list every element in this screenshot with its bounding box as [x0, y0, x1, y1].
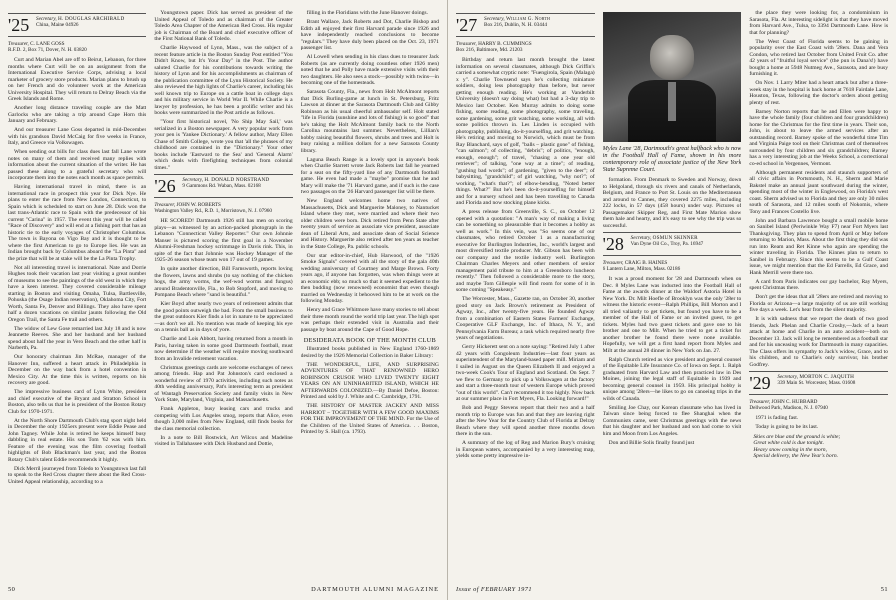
- left-col2-body-after: [154, 218, 292, 448]
- secretary-label: Secretary,: [630, 235, 652, 241]
- article-paragraph: Frank Appleton, busy leasing cars and trucks and competing with Los Angeles smog, reports that Alice, even though 3,000 miles from New England, still finds books for the class memorial collection.: [154, 406, 293, 432]
- article-paragraph: Brant Wallace, Jack Roberts and Dot, Charlie Bishop and Edith all enjoyed their first Harvard parade since 1926 and have independently reached conclusions to become "regulars." They have duly been placed on the Oct. 23, 1971 passenger list.: [300, 19, 439, 51]
- class-header-1926: [154, 174, 292, 198]
- article-paragraph: 1971 is fading fast.: [755, 415, 799, 421]
- article-paragraph: Having international travel in mind, there is an international race in prospect this year for Dick Nye. He plans to enter the race from New London, Connecticut, to Spain which is scheduled to start on June 28. Dick won the last trans-Atlantic race to Spain with the predecessor of his current "Carina" in 1957. The event this year will be called "Race of Discovery" and will end at a fishing port that has an historic tie to the early voyages of Christopher Columbus. The town is Bayona on Vigo Bay and it is thought to be where the first American to go to Europe lies. He was an Indian brought back by Columbus aboard the "La Pinta" and the prize that will be at stake will be the La Pinta Trophy.: [8, 184, 147, 262]
- treasurer-name: C. LANE GOSS: [30, 41, 65, 47]
- left-col3-body: [301, 10, 439, 333]
- article-paragraph: Gerry Hickerett sent on a note saying: "Retired July 1 after 42 years with Congoleum Industries—last four years as superintendent of the Maryland-based paper mill. Miriam and I sailed in August on the Queen Elizabeth II and enjoyed a two-week Cook's Tour of England and Scotland. On Sept. 7 we flew to Germany to pick up a Volkswagen at the factory and start a three-month tour of western Europe which proved "out of this world". Can't recommend it too highly. Now back at our summer place in Fort Myers, Fla. Looking forward!": [456, 344, 595, 402]
- article-paragraph: the place they were looking for, a condominium in Sarasota, Fla. At interesting sidelight is that they have moved from Harvard Ave., Tulsa, to 3394 Dartmouth Lane. How is that for planning?: [749, 10, 889, 36]
- class-header-1928: [603, 232, 742, 256]
- article-paragraph: Charlie Haywood of Lynn, Mass., was the subject of a recent feature article in the Boston Sunday Post entitled "You Didn't Know, but It's Your Day" in the Post. The author saluted Charlie for his contributions towards writing the history of Lynn and for his accomplishments as chairman of the publication committee of the Lynn Historical Society. He also reviewed the high lights of Charlie's career, including his well known trip to Europe on a cattle boat in college days and his military service in World War II. While Charlie is a lawyer by profession, he has been a prolific writer and his books were summarized in the Post article as follows.: [154, 45, 293, 116]
- left-col3-memorial-body: [301, 346, 439, 436]
- right-col3-body: [749, 10, 888, 368]
- secretary-label: Secretary,: [777, 374, 799, 380]
- right-column-2: [603, 10, 742, 576]
- article-paragraph: A summary of the log of Reg and Marion Bury's cruising in European waters, accompanied by a very interesting map, yields some pretty impressive in-: [456, 440, 595, 459]
- article-paragraph: Don't get the ideas that all '28ers are retired and moving to Florida or Arizona—a large majority of us are still working five days a week. Let's hear from the silent majority.: [749, 294, 889, 313]
- article-paragraph: It is with sadness that we report the death of two good friends, Jack Phelan and Charlie Crosby,—Jack of a heart attack at home and Charlie in an auto accident—both on December 13. Jack will long be remembered as a football star and for his unceasing work for Dartmouth in many capacities. The Class offers its sympathy to Jack's widow, Grace, and to his children, and to Charlie's only survivor, his brother Godfrey.: [749, 316, 889, 368]
- article-paragraph: It was a proud moment for '28 and Dartmouth when on Dec. 8 Myles Lane was inducted into the Football Hall of Fame at the awards dinner at the Waldorf Astoria Hotel in New York. Dr. Milt Hoefle of Brooklyn was the only '28er to witness the historic event—Ralph Phillips, Bill Morton and I all tried valiantly to get tickets, but found you have to be a member of the Hall of Fame or an invited guest, to get tickets. Myles had two guest tickets and gave one to his brother and one to Milt. When he tried to get a ticket for another brother he found there were none available. Hopefully, we will get a first hand report from Myles and Milt at the annual 28 dinner in New York on Jan. 27.: [602, 276, 742, 354]
- article-paragraph: Al Lowell when sending in his class dues to treasurer Jack Roberts (as are currently doing countless other 1926 men) noted that he and Polly have made extensive visits with their two daughters. He also sees a stock—possibly with twins—in becoming one of the homesteads.: [300, 54, 439, 86]
- photo-caption: Myles Lane '28, Dartmouth's great halfback who is now in the Football Hall of Fame, shown in his more contemporary role of associate justice of the New York State Supreme Court.: [602, 145, 742, 173]
- secretary-label: Secretary,: [182, 177, 204, 183]
- class-year: '26: [154, 176, 176, 196]
- secretary-address: Van Dyne Oil Co., Troy, Pa. 16947: [630, 241, 704, 247]
- treasurer-label: Treasurer,: [8, 41, 29, 47]
- article-paragraph: A press release from Greenville, S. C., on October 12 opened with a quotation: "A man's way of making a living can be something so pleasurable that it becomes a hobby as well as work." In this vein, was "So seems one of our classmates, who retired October 1 as a manufacturing executive for Burlington Industries, Inc., world's largest and most diversified textile producer. Mr. Gibson has been with our company and the textile industry well. Burlington Chairman Charles Meyers and other members of senior management paid tribute to him at a Greensboro luncheon recently." Then followed a considerable more to the story, and maybe Tom Gillespie will find room for some of it in some coming "Speakeasy.": [456, 209, 595, 293]
- article-paragraph: On Nov. 1 Larry Miter had a heart attack but after a three-week stay in the hospital is back home at 7618 Fairdale Lane, Houston, Texas, following the doctor's orders about getting plenty of rest.: [749, 80, 889, 106]
- right-footer: [456, 586, 888, 594]
- secretary-name: H. DONALD NORSTRAND: [204, 177, 270, 183]
- article-paragraph: Bob and Peggy Stevens report that their two and a half month trip to Europe was fun and that they are leaving right after the New Year for the Country Club of Florida at Delray Beach where they will spend another three months down there in the sun.: [456, 405, 595, 437]
- article-paragraph: Youngstown paper. Dick has served as president of the United Appeal of Toledo and as chairman of the Greater Toledo Area Chapter of the American Red Cross. His regular job is Chairman of the Board and chief executive officer of the First National Bank of Toledo.: [154, 10, 293, 42]
- treasurer-1926: [154, 202, 292, 214]
- article-paragraph: Sarasota County, Fla., news from Holt McAlmont reports that Dick Burling-game at lunch in St. Petersburg, Fritz Lawson at dinner at the Sarasota Dartmouth Club and Gibby Robinson as his usual cheerful ambassador self. Holt stated "life in Florida (sunshine and lots of fishing) is so good" that he's taking the Holt McAlmont family back to the North Carolina mountains last summer. Nevertheless, Lillian's hobby raising beautiful flowers, shrubs and trees and Holt is busy raising a million dollars for a new Sarasota County library.: [300, 89, 439, 154]
- class-header-1927: [456, 13, 595, 37]
- secretary-label: Secretary,: [484, 16, 505, 22]
- left-footer: [8, 586, 439, 594]
- article-paragraph: Smiling Joe Chay, our Korean classmate who has lived in Taiwan since being forced to flee Shanghai when the Communists came, sent Christmas greetings with the news that his daughter and her husband and son had come to visit him and Moon from Los Angeles.: [602, 404, 742, 437]
- article-paragraph: Ralph Church retired as vice president and general counsel of the Equitable Life Insurance Co. of Iowa on Sept. 1. Ralph graduated from Harvard Law and then practiced law in Des Moines, joining the legal staff of Equitable in 1939 and becoming general counsel in 1959. His principal hobby is unique among '28ers—he likes to go on canoeing trips in the wilds of Canada.: [602, 356, 742, 402]
- article-paragraph: The Worcester, Mass., Gazette ran, on October 30, another good story on Jack Brown's retirement as President of Agway, Inc., after twenty-five years. He founded Agway from a combination of Eastern States Farmers' Exchange, Cooperative GLF Exchange, Inc. of Ithaca, N. Y., and Pennsylvania Farm Bureau; a task which required nearly five years of negotiations.: [456, 296, 595, 341]
- article-paragraph: Our star editor-in-chief, Hub Harwood, of the "1926 Smoke Signals" covered with all the story of the gala 40th wedding anniversary of Courtney and Marge Brown. Forty years ago, if anyone has forgotten, was when things were at an economic ebb; so much so that it seemed expedient to the then budding (now renowned) economist that even though married on Wednesday it behooved him to be at work on the following Monday.: [300, 252, 439, 304]
- article-paragraph: Although permanent residents and staunch supporters of all civic affairs in Portsmouth, N. H., Sherm and Marie Bakstel make an annual jaunt southward during the winter, spending most of the winter in Englewood, on Florida's west coast. Sherm advised us to Florida and they are only 30 miles south of Sarasota, and 12 miles south of Nokomis, where Tony and Frances Costello live.: [749, 169, 889, 215]
- article-paragraph: Today is going to be its last.: [755, 424, 819, 430]
- article-paragraph: HE SCORED! Dartmouth 1926 still has men on scoring plays—as witnessed by an action-packed photograph in the Lebanon "Connecticut Valley Reporter." Our own Johnnie Manser is pictured scoring the first goal in a November Alumni-Freshman hockey scrimmage in Davis rink. This, in spite of the fact that Johnnie was Hockey Manager of the 1925-26 season whose team won 17 out of 19 games.: [154, 218, 293, 263]
- secretary-address: 9 Gammons Rd. Waban, Mass. 02168: [182, 183, 261, 189]
- left-column-1: [8, 10, 146, 576]
- poem-line: Skies are blue and the ground is white;: [753, 433, 841, 440]
- right-column-3: [749, 10, 888, 576]
- treasurer-label: Treasurer,: [602, 260, 624, 266]
- treasurer-1929: [749, 399, 888, 411]
- class-year: '27: [456, 15, 478, 35]
- article-paragraph: Curt and Marian Abel are off to Beirut, Lebanon, for three months where Curt will be on an assignment from the International Executive Service Corps, advising a local marketer of grocery store products. Marian plans to brush up on her French and do volunteer work at the American University Hospital. They will return to Delray Beach via the Greek Islands and Rome.: [8, 57, 147, 102]
- right-column-1: [456, 10, 595, 576]
- treasurer-name: JOHN W. ROBERTS: [176, 202, 221, 208]
- article-paragraph: Not all interesting travel is international. Nate and Dorrie Hughes took their vacation last year visiting a great number of museums to see the paintings of the old west in which they have a keen interest. They covered considerable mileage starting in Boston and visiting Omaha, Tulsa, Bartlesville, Pohuska (the Osage Indian reservation), Oklahoma City, Fort Worth, Santa Fe, Denver and Billings. They also have spent half a dozen vacations on similar jaunts following the Old Oregon Trail, the Santa Fe trail and others.: [8, 264, 147, 323]
- issue-date: Issue of FEBRUARY 1971: [456, 586, 532, 593]
- treasurer-name: HARRY B. CUMMINGS: [478, 41, 532, 47]
- treasurer-1928: [603, 260, 742, 272]
- page-number: 51: [880, 586, 888, 593]
- right-col2-body: [603, 177, 742, 229]
- poem-line: Heavy snow coming in the morn,: [753, 446, 827, 453]
- class-year: '29: [749, 373, 771, 393]
- left-column-2: [154, 10, 292, 576]
- class-header-1929: [749, 371, 888, 395]
- article-paragraph: Don and Billie Solis finally found just: [608, 439, 695, 446]
- secretary-address: China, Maine 04926: [36, 22, 79, 28]
- article-paragraph: Kier Boyd after nearly two years of retirement admits that the good points outweigh the bad. From the small business to the great outdoors Kier finds a lot in nature to be appreciated—as don't we all. No mention was made of keeping his eye on a tennis ball as in days of yore.: [154, 301, 293, 333]
- treasurer-label: Treasurer,: [154, 202, 176, 208]
- treasurer-label: Treasurer,: [749, 399, 771, 405]
- article-paragraph: Barney Norton reports that he and Ellen were happy to have the whole family (four children and four grandchildren) home for the Christmas for the first time in years. Their son, John, is about to leave the armed services after an outstanding record. Barney spoke of the wonderful time Tim and Virginia Paige tool on their Christmas card of themselves surrounded by four children and six grandchildren; Barney has a very interesting job at the Weeks School, a correctional co-ed school in Vergennes, Vermont.: [749, 108, 889, 167]
- article-paragraph: THE WONDERFUL, LIFE, AND SURPRISING ADVENTURES OF THAT RENOWNED HERO ROBINSON CRUSOE WHO LIVED TWENTY EIGHT YEARS ON AN UNINHABITED ISLAND, WHICH HE AFTERWARDS COLONIZED.—By Daniel Defoe, Boston: Printed and sold by J. White and C. Cambridge, 1791.: [300, 361, 439, 401]
- right-col3-body-after: [749, 415, 888, 431]
- right-col2-body-after: [603, 276, 742, 446]
- treasurer-name: CRAIG B. HAINES: [624, 260, 668, 266]
- article-paragraph: Dick Merril journeyed from Toledo to Youngstown last fall to speak to the Red Cross chapter there about the Red Cross-United Appeal relationship, according to a: [8, 465, 147, 485]
- article-paragraph: Charlie and Lois Abbott, having returned from a month in Paris, having taken in some good Dartmouth football, must now determine if the weather will require moving southward from an Invalide retirement vacation.: [154, 336, 293, 362]
- article-paragraph: Laguna Beach Range is a lovely spot in anyone's book when Charlie Starrett wrote Jack Roberts last fall he yearned for a seat on the fifty-yard line of any Dartmouth football game. He even had made a "maybe" promise that he and Mary will make the '71 Harvard game, and if such is the case two passages on the '26 Harvard passenger list will be there.: [300, 156, 439, 195]
- photo-myles-lane: [603, 12, 742, 142]
- article-paragraph: The West Coast of Florida seems to be gaining in popularity over the East Coast with '28ers. Dana and Vera Condon, who retired last October from United Fruit Co. after 42 years of "fruitful loyal service" (the pun is Dana's!) have bought a home at 5948 Nutmeg Ave., Sarasota, and are busy furnishing it.: [749, 38, 889, 77]
- article-paragraph: "Your first historical novel, 'No Ship May Sail,' was serialized in a Boston newspaper. A very popular work from your pen is 'Yankee Dictionary.' A fellow author, Mary Ellen Chase of Smith College, wrote you that 'all the phrases of my childhood are contained in the "Dictionary." Your other books include 'Eastward to the Sea' and 'General Alarm' which deals with firefighting techniques from colonial times.": [154, 119, 293, 171]
- class-year: '25: [8, 15, 30, 35]
- secretary-name: OSMUN SKINNER: [652, 235, 698, 241]
- article-paragraph: Birthday and return last month brought the latest information on several classmates, although Dick Griffin's carried a somewhat cryptic note: "Fuengirola, Spain (Malaga) x y". Charlie Townsend says he's collecting miniature soldiers, doing less photography than before, but never getting enough reading. He's working at Vanderbilt University (doesn't say doing what) but had a 3-day trip to Mexico last October. Ken Murray admits to doing some fishing, some reading, some photography, some traveling, some gardening, some grit watching, some working, all with some politics thrown in. Les Linden is occupied with photography, publishing, do-it-yourselfing, and grit watching. He's retiring and moving to Norwich, which must be from Ray Blanchard, says of golf, "balls – plastic gone" of fishing, "can salmon"; of collecting, "debris"; of politics, "enough, enough, enough"; of travel, "chasing a one year old retriever"; of talking, "one way at a time"; of reading, "gushing bad words"; of gardening, "given to the deer"; of babysitting, "grandchild"; of girl watching, "why not?"; of working, "what's that?"; of elbow-bending, "Noted better things. What?" But he's been do-it-yourselfing for himself and for a nursery school and has been travelling to Canada and Florida and now stocking plane kicks.: [456, 57, 595, 206]
- treasurer-name: JOHN C. HUBBARD: [771, 399, 818, 405]
- article-paragraph: John and Barbara Lawrence bought a small mobile home on Sanibel Island (Periwinkle Way F7) near Fort Myers last Thanksgiving. They plan to spend from April or May before returning to Marion, Mass. About the first thing they did was run into Ream and Ret Kinne who again are spending the winter traveling in Florida. The Kinnes plan to return to Sanibel in February. Since this seems to be a Gulf Coast issue, we might mention that the Ed Farrells, Ed Grace, and Hank Merrill were there too.: [749, 217, 889, 276]
- article-paragraph: Christmas greetings cards are welcome exchanges of news among friends. Hap and Pat Johnston's card enclosed a wonderful review of 1970 activities, including such notes as 40th wedding anniversary, Pat's interesting term as president of Wantagh Preservation Society and family visits in New York State, Maryland, Virginia, and Massachusetts.: [154, 364, 293, 403]
- secretary-address: 339 Main St. Worcester, Mass. 01608: [777, 380, 856, 386]
- poem: [749, 434, 888, 460]
- secretary-address: Box 216, Dublin, N. H. 03444: [484, 22, 547, 28]
- left-col1-body: [8, 57, 146, 485]
- memorial-title: DESIDERATA BOOK OF THE MONTH CLUB: [303, 337, 436, 344]
- article-paragraph: Illustrated books published in New England 1760-1869 desired by the 1926 Memorial Collection in Baker Library:: [300, 346, 439, 359]
- treasurer-address: Box 216, Baltimore, Md. 21203: [456, 47, 523, 53]
- poem-line: Great white cold is due tonight.: [753, 440, 824, 447]
- treasurer-1927: [456, 41, 595, 53]
- article-paragraph: When sending out bills for class dues last fall Lane wrote notes on many of them and received many replies with information about the current situation of the writer. He has passed these along to a grateful secretary who will incorporate them into the notes each month as space permits.: [8, 149, 147, 181]
- poem-line: Special delivery, the New Year's born.: [753, 453, 839, 460]
- right-page: [448, 0, 896, 600]
- treasurer-label: Treasurer,: [456, 41, 477, 47]
- article-paragraph: At the North Shore Dartmouth Club's stag sport night held in December the only 1925ers present were Eddie Pease and John Tagney. While John is retired he keeps himself busy dabbling in real estate. His son Tom '62 was with him. Feature of the evening was the film covering football highlights of Bob Blackman's last year, and the Boston Rotary Club's talent Eddie recommends it highly.: [8, 417, 147, 463]
- portrait-head: [650, 35, 694, 79]
- article-paragraph: formation. From Denmark to Sweden and Norway, down to Helgoland, through six rivers and canals of Netherlands, Belgium, and France to Port St. Louis on the Mediterranean and around to Cannes, they covered 2275 miles, including 222 locks, in 57 days (458 hours) under way. Pictures of Passagemaker Skipper Reg, and First Mate Marion show them hale and hearty, and it's easy to see why the trip was so successful.: [602, 177, 742, 229]
- article-paragraph: Henry and Grace Whitmore have many stories to tell about their three month round the world trip last year. The high spot was perhaps their extended visit in Australia and their passage by boat around the Cape of Good Hope.: [300, 307, 439, 333]
- treasurer-1925: [8, 41, 146, 53]
- treasurer-address: R.F.D. 2, Box 71, Dover, N. H. 03820: [8, 47, 87, 53]
- secretary-name: William G. North: [506, 16, 551, 22]
- secretary-label: Secretary,: [36, 16, 57, 22]
- magazine-title: DARTMOUTH ALUMNI MAGAZINE: [311, 586, 439, 593]
- page-number: 50: [8, 586, 16, 593]
- portrait-tie: [668, 82, 676, 121]
- left-col2-body: [154, 10, 292, 171]
- class-header-1925: [8, 13, 146, 37]
- article-paragraph: In a note to Bill Bostwick, Art Wilcox and Madeline visited in Tallahassee with Dick Husband and Dottie,: [154, 434, 293, 447]
- treasurer-address: Dellwood Park, Madison, N. J. 07940: [749, 405, 828, 411]
- right-col1-body: [456, 57, 595, 460]
- secretary-name: H. DOUGLAS ARCHIBALD: [58, 16, 125, 22]
- article-paragraph: filling in the Floridians with the June Hanover doings.: [306, 10, 428, 16]
- article-paragraph: And our treasurer Lane Goss departed in mid-December with his grandson David McCaig for five weeks in France, Italy, and Greece via Volkswagen.: [8, 127, 147, 146]
- treasurer-address: Washington Valley Rd., R.D. 1, Morristown, N. J. 07960: [154, 208, 272, 214]
- article-paragraph: The impressive business card of Lynn White, president and chief executive of the Bryant and Stratton School in Boston, also tells us that he is president of the Boston Rotary Club for 1970-1971.: [8, 389, 147, 415]
- article-paragraph: Another long distance traveling couple are the Matt Garlocks who are taking a trip around Cape Horn this January and February.: [8, 105, 147, 124]
- article-paragraph: A card from Paris indicates our gay bachelor, Ray Myers, spent Christmas there.: [749, 278, 889, 291]
- article-paragraph: The widow of Lew Gose remarried last July 18 and is now Jeannette Reeves. She and her husband and her husband spend about half the year in Vero Beach and the other half in Narberth, Pa.: [8, 325, 147, 351]
- left-column-3: [301, 10, 439, 576]
- class-year: '28: [602, 234, 624, 254]
- article-paragraph: Our honorary chairman Jim McRae, manager of the Hanover Inn, suffered a heart attack in Philadelphia in December on the way back from a hotel convention in Mexico City. At the time this is written, reports on his recovery are good.: [8, 354, 147, 386]
- article-paragraph: THE HISTORY OF MASTER JACKEY AND MISS HARRIOT – TOGETHER WITH A FEW GOOD MAXIMS FOR THE IMPROVEMENT OF THE MIND. For the Use of the Children of the United States of America. . . Boston, Printed by S. Hall (ca. 1793).: [300, 403, 439, 436]
- treasurer-address: 6 Lantern Lane, Milton, Mass. 02186: [602, 266, 681, 272]
- article-paragraph: In quite another direction, Bill Farnsworth, reports loving the flowers, lawns and shrubs (to say nothing of the chicken hogs, the army worms, the wef-wod worms and fungus) around Bradentonville, Fla., to Bob Stopford, and moving to Pompano Beach where "sand is beautiful.": [154, 266, 293, 298]
- article-paragraph: New England welcomes home two natives of Massachusetts, Dick and Marguerite Maloney, to Nantucket Island where they met, were married and where their two older children were born. Dick retired from Penn State after twenty years of service as associate vice president, associate dean of Liberal Arts, and associate dean of Social Science and History. Marguerite also retired after ten years as teacher in the State College, Pa. public schools.: [300, 198, 439, 250]
- secretary-name: MORTON C. JAQUITH: [799, 374, 855, 380]
